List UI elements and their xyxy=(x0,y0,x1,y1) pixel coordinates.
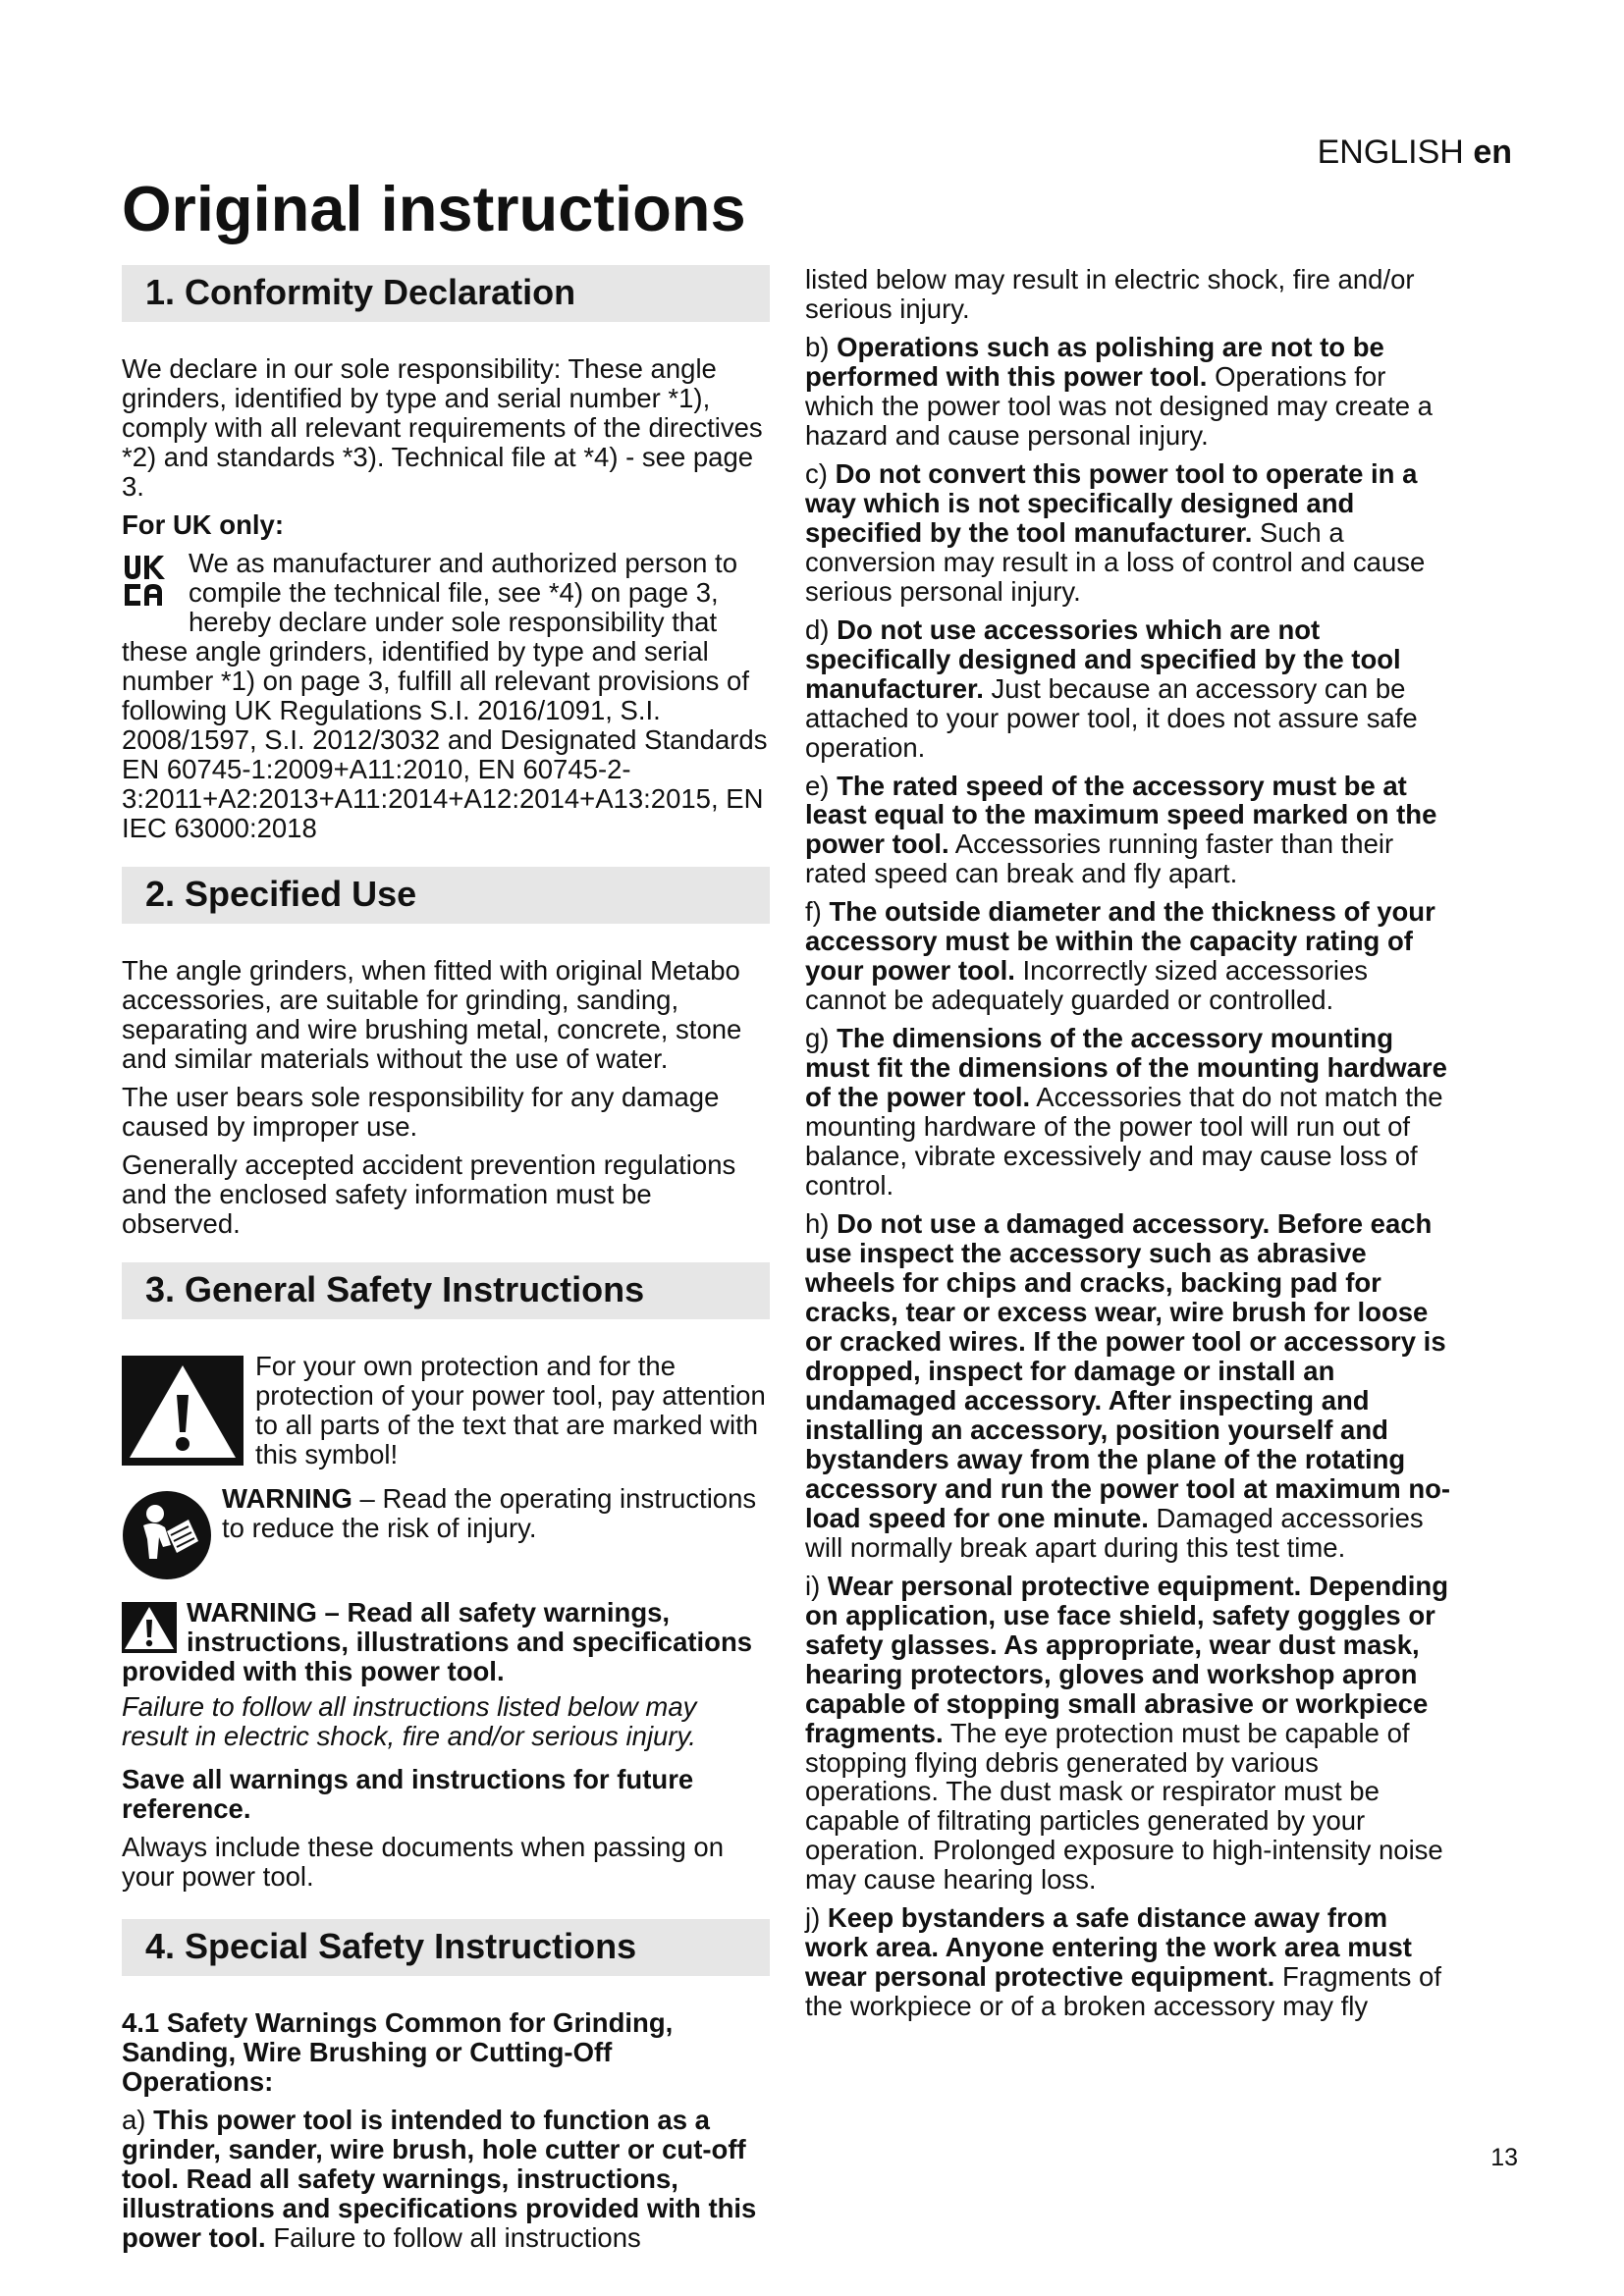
specified-use-text-3: Generally accepted accident prevention regulations and the enclosed safety information must be observed. xyxy=(122,1148,736,1239)
item-b-text: Operations for which the power tool was not designed may create a hazard and cause personal injury. xyxy=(805,360,1433,451)
ukca-mark-icon xyxy=(122,553,181,610)
subsection-title: Safety Warnings Common for Grinding, Sanding, Wire Brushing or Cutting-Off Operations: xyxy=(122,2006,674,2097)
item-d-bold: Do not use accessories which are not specifically designed and specified by the tool manufacturer. xyxy=(805,614,1401,704)
item-a-text: Failure to follow all instructions xyxy=(273,2221,641,2253)
uk-declaration-text: We as manufacturer and authorized person to compile the technical file, see *4) on page 3, hereby declare under sole responsibility that these angle grinders, identified by type and serial number *1) on page 3, fulfill all relevant provisions of following UK Regulations S.I. 2016/1091, S.I. 2008/1597, S.I. 2012/3032 and Designated Standards EN 60745-1:2009+A11:2010, EN 60745-2-3:2011+A2:2013+A11:2014+A12:2014+A13:2015, EN IEC 63000:2018 xyxy=(122,548,768,843)
item-c-label: c) xyxy=(805,457,828,489)
document-title: Original instructions xyxy=(122,173,746,244)
left-column xyxy=(122,265,770,2262)
subsection-4-1-heading xyxy=(122,2008,770,2097)
subsection-number: 4.1 xyxy=(122,2006,160,2038)
warning-read-manual xyxy=(122,1484,770,1543)
read-manual-row xyxy=(122,1484,770,1580)
item-f-text: Incorrectly sized accessories cannot be adequately guarded or controlled. xyxy=(805,955,1369,1016)
item-g xyxy=(805,1024,1453,1201)
section-heading-special-safety: 4. Special Safety Instructions xyxy=(122,1919,770,1976)
warning-failure-text: Failure to follow all instructions listed below may result in electric shock, fire and/or serious injury. xyxy=(122,1690,697,1751)
item-i-label: i) xyxy=(805,1570,821,1601)
item-e-bold: The rated speed of the accessory must be at least equal to the maximum speed marked on the power tool. xyxy=(805,770,1437,860)
item-g-bold: The dimensions of the accessory mounting must fit the dimensions of the mounting hardware of the power tool. xyxy=(805,1023,1447,1113)
item-j-text: Fragments of the workpiece or of a broken accessory may fly xyxy=(805,1961,1441,2022)
item-b-label: b) xyxy=(805,331,830,362)
continuation-text: listed below may result in electric shock, fire and/or serious injury. xyxy=(805,264,1415,324)
item-i xyxy=(805,1572,1453,1896)
save-warnings-text: Always include these documents when passing on your power tool. xyxy=(122,1831,725,1892)
item-c-text: Such a conversion may result in a loss of control and cause serious personal injury. xyxy=(805,516,1426,607)
item-i-bold: Wear personal protective equipment. Depending on application, use face shield, safety goggles or safety glasses. As appropriate, wear dust mask, hearing protectors, gloves and workshop apron capable of stopping small abrasive or workpiece fragments. xyxy=(805,1570,1449,1748)
item-j-bold: Keep bystanders a safe distance away from work area. Anyone entering the work area must wear personal protective equipment. xyxy=(805,1902,1412,1993)
section-heading-specified-use: 2. Specified Use xyxy=(122,867,770,924)
right-column xyxy=(805,265,1453,2030)
warning-read-manual-text: – Read the operating instructions to reduce the risk of injury. xyxy=(222,1483,757,1543)
item-e xyxy=(805,772,1453,889)
item-j-label: j) xyxy=(805,1902,821,1934)
page-number: 13 xyxy=(1490,2144,1518,2171)
item-a-label: a) xyxy=(122,2104,146,2135)
uk-only-heading: For UK only: xyxy=(122,509,284,541)
item-h-text: Damaged accessories will normally break apart during this test time. xyxy=(805,1502,1424,1563)
language-name: ENGLISH xyxy=(1317,133,1464,171)
warning-all-row xyxy=(122,1598,770,1686)
section-heading-general-safety: 3. General Safety Instructions xyxy=(122,1262,770,1319)
item-h xyxy=(805,1209,1453,1563)
warning-label: WARNING xyxy=(222,1483,352,1514)
conformity-text: We declare in our sole responsibility: These angle grinders, identified by type and serial number *1), comply with all relevant requirements of the directives *2) and standards *3). Technical file at *4) - see page 3. xyxy=(122,353,763,503)
warning-triangle-icon xyxy=(122,1356,244,1466)
symbol-note-row xyxy=(122,1352,770,1478)
item-h-bold: Do not use a damaged accessory. Before each use inspect the accessory such as abrasive wheels for chips and cracks, backing pad for cracks, tear or excess wear, wire brush for loose or cracked wires. If the power tool or accessory is dropped, inspect for damage or install an undamaged accessory. After inspecting and installing an accessory, position yourself and bystanders away from the plane of the rotating accessory and run the power tool at maximum no-load speed for one minute. xyxy=(805,1208,1451,1533)
item-f xyxy=(805,897,1453,1015)
item-j xyxy=(805,1903,1453,2021)
warning-all-bold-text: WARNING – Read all safety warnings, instructions, illustrations and specifications provided with this power tool. xyxy=(122,1597,753,1686)
item-b-bold: Operations such as polishing are not to be performed with this power tool. xyxy=(805,331,1384,392)
item-c xyxy=(805,459,1453,607)
language-label xyxy=(1318,133,1512,172)
specified-use-text-2: The user bears sole responsibility for any damage caused by improper use. xyxy=(122,1081,720,1142)
item-d-label: d) xyxy=(805,614,830,645)
specified-use-text-1: The angle grinders, when fitted with original Metabo accessories, are suitable for grinding, sanding, separating and wire brushing metal, concrete, stone and similar materials without the use of water. xyxy=(122,954,742,1074)
item-e-text: Accessories running faster than their rated speed can break and fly apart. xyxy=(805,828,1394,889)
item-d xyxy=(805,615,1453,763)
item-b xyxy=(805,333,1453,451)
save-warnings-heading: Save all warnings and instructions for future reference. xyxy=(122,1763,694,1824)
item-e-label: e) xyxy=(805,770,830,801)
section-heading-conformity: 1. Conformity Declaration xyxy=(122,265,770,322)
language-code: en xyxy=(1473,133,1512,171)
item-g-text: Accessories that do not match the mounting hardware of the power tool will run out of balance, vibrate excessively and may cause loss of control. xyxy=(805,1082,1443,1201)
item-i-text: The eye protection must be capable of stopping flying debris generated by various operations. The dust mask or respirator must be capable of filtrating particles generated by your operation. Prolonged exposure to high-intensity noise may cause hearing loss. xyxy=(805,1717,1443,1896)
item-d-text: Just because an accessory can be attached to your power tool, it does not assure safe operation. xyxy=(805,672,1418,763)
read-manual-icon xyxy=(122,1490,212,1580)
item-f-label: f) xyxy=(805,896,822,928)
warning-all-bold xyxy=(122,1598,770,1686)
uk-declaration xyxy=(122,549,770,843)
item-c-bold: Do not convert this power tool to operate in a way which is not specifically designed and specified by the tool manufacturer. xyxy=(805,457,1418,548)
item-h-label: h) xyxy=(805,1208,830,1240)
item-a xyxy=(122,2106,770,2253)
item-g-label: g) xyxy=(805,1023,830,1054)
item-a-bold: This power tool is intended to function as a grinder, sander, wire brush, hole cutter or cut-off tool. Read all safety warnings, instructions, illustrations and specifications provided with this power tool. xyxy=(122,2104,757,2253)
warning-triangle-small-icon xyxy=(122,1602,177,1653)
symbol-note-text: For your own protection and for the protection of your power tool, pay attention to all parts of the text that are marked with this symbol! xyxy=(255,1351,766,1469)
item-f-bold: The outside diameter and the thickness of your accessory must be within the capacity rating of your power tool. xyxy=(805,896,1435,987)
